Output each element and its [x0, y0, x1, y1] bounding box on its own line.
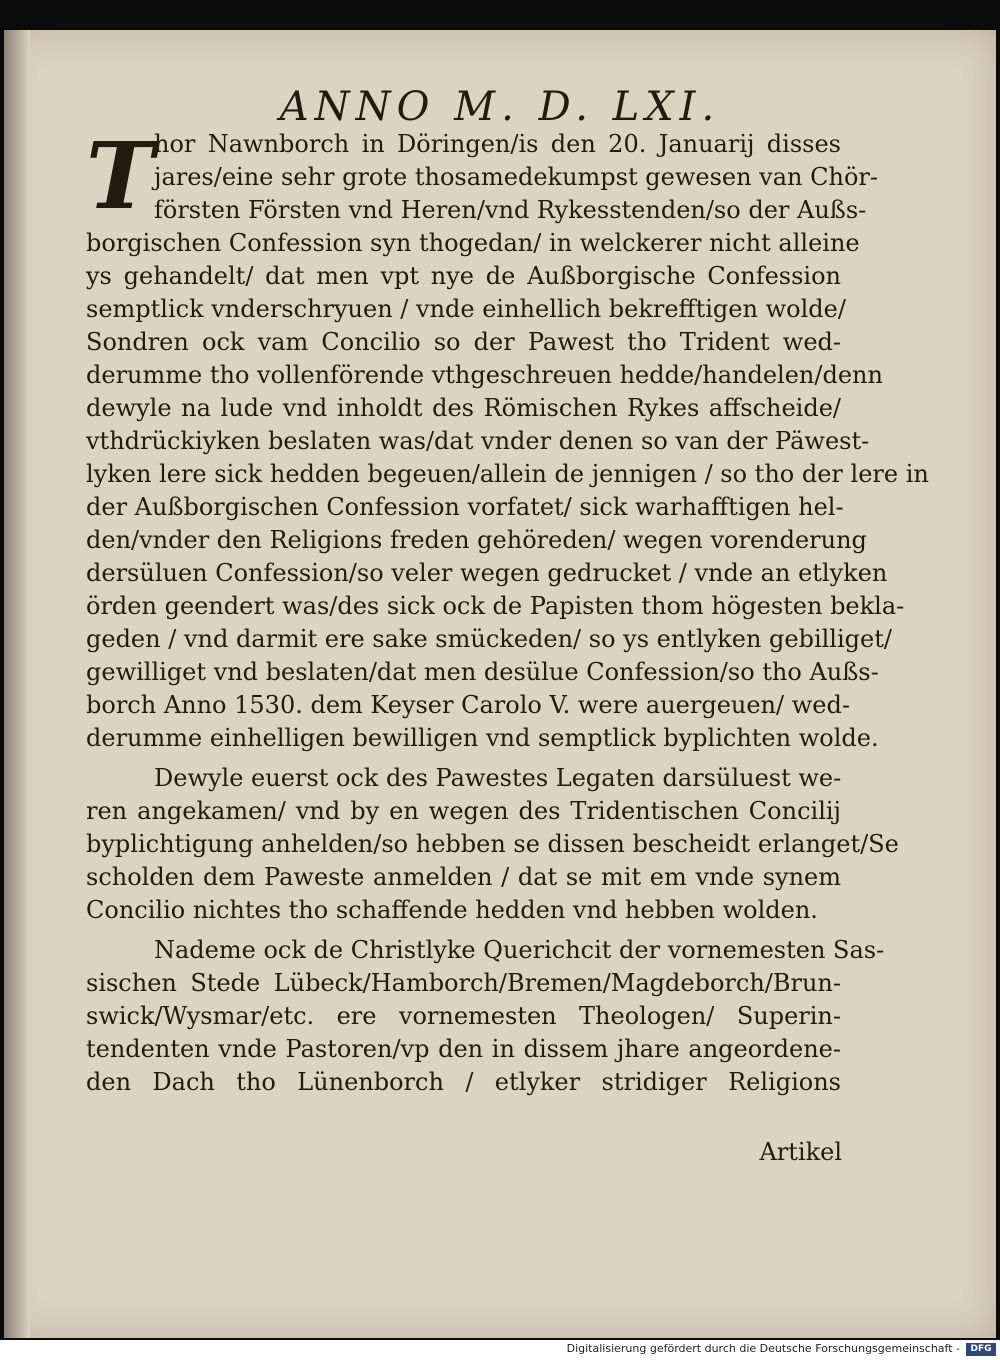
drop-cap: T [86, 122, 155, 230]
text-line: byplichtigung anhelden/so hebben se dissen bescheidt erlanget/Se [86, 830, 899, 858]
text-line: geden / vnd darmit ere sake smückeden/ so ys entlyken gebilliget/ [86, 625, 892, 653]
text-line: den/vnder den Religions freden gehöreden/ wegen vorenderung [86, 526, 867, 554]
text-line: borgischen Confession syn thogedan/ in welckerer nicht alleine [86, 229, 860, 257]
body-text [86, 122, 929, 1099]
text-line: sischen Stede Lübeck/Hamborch/Bremen/Magdeborch/Brun- [86, 969, 841, 997]
text-line: dewyle na lude vnd inholdt des Römischen Rykes affscheide/ [86, 394, 841, 422]
text-line: jares/eine sehr grote thosamedekumpst gewesen van Chör- [154, 163, 878, 191]
text-line: derumme tho vollenförende vthgeschreuen hedde/handelen/denn [86, 361, 883, 389]
text-line: Nademe ock de Christlyke Querichcit der vornemesten Sas- [154, 936, 885, 964]
text-line: den Dach tho Lünenborch / etlyker stridiger Religions [86, 1068, 841, 1096]
footer-bar [0, 1340, 1000, 1360]
text-line: försten Försten vnd Heren/vnd Rykesstenden/so der Außs- [154, 196, 867, 224]
paragraph-1 [86, 122, 929, 755]
text-line: Sondren ock vam Concilio so der Pawest tho Trident wed- [86, 328, 841, 356]
paragraph-3 [86, 934, 885, 1099]
dfg-logo-icon: DFG [966, 1343, 996, 1356]
text-line: Concilio nichtes tho schaffende hedden vnd hebben wolden. [86, 896, 818, 924]
paragraph-2 [86, 762, 899, 927]
text-line: Dewyle euerst ock des Pawestes Legaten darsüluest we- [154, 764, 842, 792]
text-line: borch Anno 1530. dem Keyser Carolo V. were auergeuen/ wed- [86, 691, 850, 719]
text-line: örden geendert was/des sick ock de Papisten thom högesten bekla- [86, 592, 905, 620]
page-gutter [4, 30, 30, 1338]
text-line: dersüluen Confession/so veler wegen gedrucket / vnde an etlyken [86, 559, 888, 587]
text-line: scholden dem Paweste anmelden / dat se mit em vnde synem [86, 863, 841, 891]
funding-credit: Digitalisierung gefördert durch die Deutsche Forschungsgemeinschaft - [566, 1342, 960, 1355]
text-line: lyken lere sick hedden begeuen/allein de jennigen / so tho der lere in [86, 460, 929, 488]
text-line: swick/Wysmar/etc. ere vornemesten Theologen/ Superin- [86, 1002, 841, 1030]
text-line: ren angekamen/ vnd by en wegen des Tridentischen Concilij [86, 797, 841, 825]
text-line: tendenten vnde Pastoren/vp den in dissem jhare angeordene- [86, 1035, 841, 1063]
text-line: derumme einhelligen bewilligen vnd semptlick byplichten wolde. [86, 724, 879, 752]
text-line: gewilliget vnd beslaten/dat men desülue Confession/so tho Außs- [86, 658, 879, 686]
text-line: vthdrückiyken beslaten was/dat vnder denen so van der Päwest- [86, 427, 870, 455]
catchword: Artikel [759, 1138, 842, 1166]
text-line: hor Nawnborch in Döringen/is den 20. Januarij disses [154, 130, 841, 158]
page-heading: ANNO M. D. LXI. [279, 84, 721, 130]
text-line: der Außborgischen Confession vorfatet/ sick warhafftigen hel- [86, 493, 844, 521]
text-line: ys gehandelt/ dat men vpt nye de Außborgische Confession [86, 262, 841, 290]
text-line: semptlick vnderschryuen / vnde einhellich bekrefftigen wolde/ [86, 295, 846, 323]
